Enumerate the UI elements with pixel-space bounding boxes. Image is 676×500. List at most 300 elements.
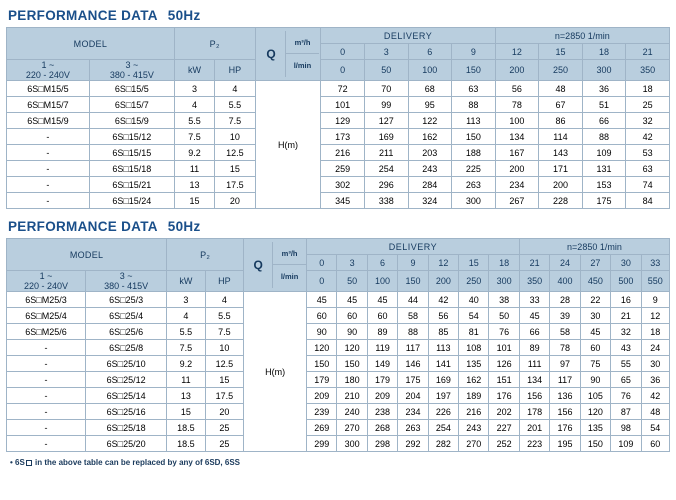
head-value: 345 bbox=[321, 193, 365, 209]
q-symbol-2: Q bbox=[253, 258, 263, 272]
q-symbol-1: Q bbox=[266, 47, 276, 61]
head-value: 60 bbox=[307, 308, 337, 324]
model-3ph: 6S□25/8 bbox=[86, 340, 167, 356]
header-volt1-line2-2: 220 - 240V bbox=[24, 281, 69, 291]
model-1ph: 6S□M15/7 bbox=[7, 97, 90, 113]
flow-m3h-1-3: 9 bbox=[452, 44, 496, 60]
header-volt1-2 bbox=[7, 271, 86, 292]
head-value: 72 bbox=[321, 81, 365, 97]
table-row bbox=[7, 404, 670, 420]
flow-m3h-2-3: 9 bbox=[398, 255, 428, 271]
head-value: 84 bbox=[626, 193, 670, 209]
head-value: 238 bbox=[367, 404, 397, 420]
head-value: 200 bbox=[495, 161, 539, 177]
model-1ph: 6S□M15/9 bbox=[7, 113, 90, 129]
flow-m3h-2-1: 3 bbox=[337, 255, 367, 271]
head-value: 85 bbox=[428, 324, 458, 340]
head-value: 113 bbox=[452, 113, 496, 129]
model-1ph: - bbox=[7, 388, 86, 404]
model-3ph: 6S□25/3 bbox=[86, 292, 167, 308]
head-value: 28 bbox=[550, 292, 580, 308]
header-kw-2: kW bbox=[167, 271, 206, 292]
flow-lmin-2-7: 350 bbox=[519, 271, 549, 292]
head-value: 150 bbox=[307, 356, 337, 372]
flow-m3h-1-2: 6 bbox=[408, 44, 452, 60]
flow-m3h-2-7: 21 bbox=[519, 255, 549, 271]
head-value: 45 bbox=[580, 324, 610, 340]
head-value: 169 bbox=[364, 129, 408, 145]
head-value: 300 bbox=[452, 193, 496, 209]
hp-value: 17.5 bbox=[215, 177, 255, 193]
flow-lmin-1-3: 150 bbox=[452, 60, 496, 81]
flow-lmin-2-2: 100 bbox=[367, 271, 397, 292]
kw-value: 11 bbox=[174, 161, 214, 177]
head-value: 129 bbox=[321, 113, 365, 129]
head-value: 120 bbox=[307, 340, 337, 356]
head-value: 151 bbox=[489, 372, 519, 388]
head-value: 296 bbox=[364, 177, 408, 193]
flow-lmin-2-10: 500 bbox=[611, 271, 641, 292]
model-1ph: - bbox=[7, 161, 90, 177]
flow-lmin-2-5: 250 bbox=[459, 271, 489, 292]
head-value: 30 bbox=[580, 308, 610, 324]
head-value: 167 bbox=[495, 145, 539, 161]
flow-lmin-1-7: 350 bbox=[626, 60, 670, 81]
head-value: 126 bbox=[489, 356, 519, 372]
head-value: 36 bbox=[582, 81, 626, 97]
head-value: 143 bbox=[539, 145, 583, 161]
head-value: 9 bbox=[641, 292, 669, 308]
head-value: 51 bbox=[582, 97, 626, 113]
model-1ph: 6S□M15/5 bbox=[7, 81, 90, 97]
head-value: 216 bbox=[459, 404, 489, 420]
head-value: 95 bbox=[408, 97, 452, 113]
kw-value: 7.5 bbox=[174, 129, 214, 145]
hp-value: 4 bbox=[215, 81, 255, 97]
kw-value: 3 bbox=[167, 292, 206, 308]
head-value: 108 bbox=[459, 340, 489, 356]
header-volt1-line1-2: 1 ~ bbox=[39, 271, 53, 281]
head-symbol-2: H(m) bbox=[244, 292, 307, 452]
head-value: 111 bbox=[519, 356, 549, 372]
head-value: 30 bbox=[641, 356, 669, 372]
head-value: 87 bbox=[611, 404, 641, 420]
kw-value: 11 bbox=[167, 372, 206, 388]
table-row bbox=[7, 292, 670, 308]
head-value: 33 bbox=[519, 292, 549, 308]
kw-value: 9.2 bbox=[174, 145, 214, 161]
head-value: 120 bbox=[580, 404, 610, 420]
header-rpm-2: n=2850 1/min bbox=[519, 239, 669, 255]
head-value: 324 bbox=[408, 193, 452, 209]
kw-value: 5.5 bbox=[174, 113, 214, 129]
head-value: 117 bbox=[550, 372, 580, 388]
head-value: 60 bbox=[641, 436, 669, 452]
head-value: 171 bbox=[539, 161, 583, 177]
flow-m3h-1-5: 15 bbox=[539, 44, 583, 60]
model-3ph: 6S□15/24 bbox=[89, 193, 174, 209]
unit-lmin-2: l/min bbox=[280, 272, 299, 281]
hp-value: 5.5 bbox=[215, 97, 255, 113]
flow-m3h-1-1: 3 bbox=[364, 44, 408, 60]
model-1ph: - bbox=[7, 356, 86, 372]
head-value: 201 bbox=[519, 420, 549, 436]
head-value: 119 bbox=[367, 340, 397, 356]
unit-m3h-1: m³/h bbox=[286, 31, 319, 54]
head-value: 169 bbox=[428, 372, 458, 388]
model-3ph: 6S□15/15 bbox=[89, 145, 174, 161]
hp-value: 15 bbox=[205, 372, 244, 388]
head-value: 254 bbox=[428, 420, 458, 436]
flow-lmin-2-3: 150 bbox=[398, 271, 428, 292]
head-value: 209 bbox=[307, 388, 337, 404]
flow-lmin-1-4: 200 bbox=[495, 60, 539, 81]
head-value: 32 bbox=[626, 113, 670, 129]
flow-lmin-1-1: 50 bbox=[364, 60, 408, 81]
head-value: 86 bbox=[539, 113, 583, 129]
model-1ph: - bbox=[7, 420, 86, 436]
head-value: 188 bbox=[452, 145, 496, 161]
head-value: 134 bbox=[495, 129, 539, 145]
head-value: 55 bbox=[611, 356, 641, 372]
model-1ph: - bbox=[7, 177, 90, 193]
model-1ph: - bbox=[7, 404, 86, 420]
hp-value: 7.5 bbox=[205, 324, 244, 340]
head-value: 101 bbox=[489, 340, 519, 356]
head-value: 173 bbox=[321, 129, 365, 145]
flow-m3h-2-5: 15 bbox=[459, 255, 489, 271]
flow-lmin-2-0: 0 bbox=[307, 271, 337, 292]
head-value: 180 bbox=[337, 372, 367, 388]
head-value: 150 bbox=[452, 129, 496, 145]
head-value: 89 bbox=[519, 340, 549, 356]
head-value: 18 bbox=[626, 81, 670, 97]
head-value: 68 bbox=[408, 81, 452, 97]
head-value: 225 bbox=[452, 161, 496, 177]
head-value: 150 bbox=[580, 436, 610, 452]
head-value: 259 bbox=[321, 161, 365, 177]
head-value: 136 bbox=[550, 388, 580, 404]
kw-value: 4 bbox=[174, 97, 214, 113]
head-value: 298 bbox=[367, 436, 397, 452]
head-value: 179 bbox=[307, 372, 337, 388]
table-row bbox=[7, 113, 670, 129]
header-volt1-1 bbox=[7, 60, 90, 81]
head-value: 63 bbox=[626, 161, 670, 177]
head-value: 90 bbox=[307, 324, 337, 340]
head-value: 234 bbox=[495, 177, 539, 193]
header-volt3-line2-2: 380 - 415V bbox=[104, 281, 149, 291]
head-value: 48 bbox=[539, 81, 583, 97]
head-value: 45 bbox=[307, 292, 337, 308]
kw-value: 9.2 bbox=[167, 356, 206, 372]
header-volt3-2 bbox=[86, 271, 167, 292]
head-value: 153 bbox=[582, 177, 626, 193]
head-value: 239 bbox=[307, 404, 337, 420]
head-value: 243 bbox=[408, 161, 452, 177]
head-value: 150 bbox=[337, 356, 367, 372]
head-value: 141 bbox=[428, 356, 458, 372]
head-value: 22 bbox=[580, 292, 610, 308]
hp-value: 20 bbox=[215, 193, 255, 209]
hp-value: 15 bbox=[215, 161, 255, 177]
hp-value: 25 bbox=[205, 420, 244, 436]
hp-value: 25 bbox=[205, 436, 244, 452]
section-title-1-text: PERFORMANCE DATA bbox=[8, 8, 158, 23]
head-value: 156 bbox=[550, 404, 580, 420]
head-value: 42 bbox=[428, 292, 458, 308]
header-hp-1: HP bbox=[215, 60, 255, 81]
head-value: 135 bbox=[580, 420, 610, 436]
header-volt3-line2-1: 380 - 415V bbox=[109, 70, 154, 80]
head-value: 282 bbox=[428, 436, 458, 452]
head-value: 211 bbox=[364, 145, 408, 161]
table-row bbox=[7, 81, 670, 97]
head-value: 58 bbox=[550, 324, 580, 340]
head-value: 109 bbox=[611, 436, 641, 452]
head-value: 300 bbox=[337, 436, 367, 452]
header-volt1-line2-1: 220 - 240V bbox=[25, 70, 70, 80]
head-value: 78 bbox=[495, 97, 539, 113]
head-value: 175 bbox=[582, 193, 626, 209]
header-q-2 bbox=[244, 239, 307, 292]
model-1ph: - bbox=[7, 436, 86, 452]
head-value: 267 bbox=[495, 193, 539, 209]
header-volt3-line1-1: 3 ~ bbox=[125, 60, 139, 70]
flow-m3h-2-8: 24 bbox=[550, 255, 580, 271]
head-value: 131 bbox=[582, 161, 626, 177]
head-value: 176 bbox=[550, 420, 580, 436]
head-value: 101 bbox=[321, 97, 365, 113]
hp-value: 17.5 bbox=[205, 388, 244, 404]
kw-value: 3 bbox=[174, 81, 214, 97]
unit-lmin-1: l/min bbox=[293, 61, 312, 70]
head-value: 32 bbox=[611, 324, 641, 340]
head-symbol-1: H(m) bbox=[255, 81, 321, 209]
head-value: 81 bbox=[459, 324, 489, 340]
model-1ph: - bbox=[7, 340, 86, 356]
table-row bbox=[7, 388, 670, 404]
head-value: 114 bbox=[539, 129, 583, 145]
flow-lmin-1-0: 0 bbox=[321, 60, 365, 81]
head-value: 210 bbox=[337, 388, 367, 404]
head-value: 24 bbox=[641, 340, 669, 356]
head-value: 252 bbox=[489, 436, 519, 452]
head-value: 338 bbox=[364, 193, 408, 209]
head-value: 240 bbox=[337, 404, 367, 420]
flow-m3h-1-4: 12 bbox=[495, 44, 539, 60]
head-value: 243 bbox=[459, 420, 489, 436]
header-delivery-2: DELIVERY bbox=[307, 239, 520, 255]
head-value: 269 bbox=[307, 420, 337, 436]
flow-lmin-2-4: 200 bbox=[428, 271, 458, 292]
table-row bbox=[7, 193, 670, 209]
model-3ph: 6S□25/18 bbox=[86, 420, 167, 436]
header-volt3-1 bbox=[89, 60, 174, 81]
head-value: 234 bbox=[398, 404, 428, 420]
head-value: 162 bbox=[459, 372, 489, 388]
table-row bbox=[7, 97, 670, 113]
kw-value: 15 bbox=[167, 404, 206, 420]
head-value: 292 bbox=[398, 436, 428, 452]
header-rpm-1: n=2850 1/min bbox=[495, 28, 669, 44]
head-value: 54 bbox=[459, 308, 489, 324]
header-model-2: MODEL bbox=[7, 239, 167, 271]
hp-value: 20 bbox=[205, 404, 244, 420]
head-value: 63 bbox=[452, 81, 496, 97]
head-value: 67 bbox=[539, 97, 583, 113]
head-value: 44 bbox=[398, 292, 428, 308]
head-value: 45 bbox=[367, 292, 397, 308]
placeholder-square-icon bbox=[26, 460, 32, 466]
head-value: 70 bbox=[364, 81, 408, 97]
hp-value: 10 bbox=[215, 129, 255, 145]
head-value: 45 bbox=[519, 308, 549, 324]
header-hp-2: HP bbox=[205, 271, 244, 292]
model-3ph: 6S□15/7 bbox=[89, 97, 174, 113]
head-value: 299 bbox=[307, 436, 337, 452]
head-value: 100 bbox=[495, 113, 539, 129]
model-1ph: 6S□M25/4 bbox=[7, 308, 86, 324]
unit-m3h-2: m³/h bbox=[273, 242, 306, 265]
head-value: 65 bbox=[611, 372, 641, 388]
head-value: 40 bbox=[459, 292, 489, 308]
head-value: 75 bbox=[580, 356, 610, 372]
head-value: 36 bbox=[641, 372, 669, 388]
model-3ph: 6S□25/12 bbox=[86, 372, 167, 388]
kw-value: 4 bbox=[167, 308, 206, 324]
flow-lmin-2-11: 550 bbox=[641, 271, 669, 292]
head-value: 120 bbox=[337, 340, 367, 356]
head-value: 197 bbox=[428, 388, 458, 404]
flow-lmin-2-6: 300 bbox=[489, 271, 519, 292]
flow-lmin-2-9: 450 bbox=[580, 271, 610, 292]
table-row bbox=[7, 324, 670, 340]
head-value: 105 bbox=[580, 388, 610, 404]
head-value: 162 bbox=[408, 129, 452, 145]
head-value: 48 bbox=[641, 404, 669, 420]
head-value: 189 bbox=[459, 388, 489, 404]
head-value: 12 bbox=[641, 308, 669, 324]
header-delivery-1: DELIVERY bbox=[321, 28, 495, 44]
hp-value: 5.5 bbox=[205, 308, 244, 324]
header-p2-1: P₂ bbox=[174, 28, 255, 60]
head-value: 122 bbox=[408, 113, 452, 129]
head-value: 90 bbox=[337, 324, 367, 340]
head-value: 58 bbox=[398, 308, 428, 324]
head-value: 99 bbox=[364, 97, 408, 113]
head-value: 88 bbox=[398, 324, 428, 340]
section-title-2-hz: 50Hz bbox=[167, 219, 201, 234]
head-value: 226 bbox=[428, 404, 458, 420]
head-value: 60 bbox=[337, 308, 367, 324]
table-row bbox=[7, 340, 670, 356]
flow-lmin-2-8: 400 bbox=[550, 271, 580, 292]
head-value: 78 bbox=[550, 340, 580, 356]
kw-value: 7.5 bbox=[167, 340, 206, 356]
head-value: 66 bbox=[519, 324, 549, 340]
head-value: 54 bbox=[641, 420, 669, 436]
model-3ph: 6S□25/14 bbox=[86, 388, 167, 404]
model-1ph: - bbox=[7, 145, 90, 161]
model-3ph: 6S□15/9 bbox=[89, 113, 174, 129]
head-value: 90 bbox=[580, 372, 610, 388]
flow-lmin-1-6: 300 bbox=[582, 60, 626, 81]
head-value: 216 bbox=[321, 145, 365, 161]
head-value: 228 bbox=[539, 193, 583, 209]
head-value: 42 bbox=[641, 388, 669, 404]
head-value: 45 bbox=[337, 292, 367, 308]
head-value: 156 bbox=[519, 388, 549, 404]
model-1ph: 6S□M25/6 bbox=[7, 324, 86, 340]
head-value: 175 bbox=[398, 372, 428, 388]
section-title-2 bbox=[8, 219, 670, 234]
header-kw-1: kW bbox=[174, 60, 214, 81]
table-gap bbox=[6, 209, 670, 217]
model-3ph: 6S□25/16 bbox=[86, 404, 167, 420]
head-value: 25 bbox=[626, 97, 670, 113]
head-value: 263 bbox=[452, 177, 496, 193]
flow-m3h-2-0: 0 bbox=[307, 255, 337, 271]
head-value: 56 bbox=[495, 81, 539, 97]
header-model-1: MODEL bbox=[7, 28, 175, 60]
model-3ph: 6S□25/10 bbox=[86, 356, 167, 372]
table-row bbox=[7, 436, 670, 452]
head-value: 149 bbox=[367, 356, 397, 372]
head-value: 18 bbox=[641, 324, 669, 340]
head-value: 302 bbox=[321, 177, 365, 193]
head-value: 117 bbox=[398, 340, 428, 356]
footnote-prefix: • 6S bbox=[10, 458, 25, 467]
head-value: 109 bbox=[582, 145, 626, 161]
head-value: 270 bbox=[459, 436, 489, 452]
kw-value: 5.5 bbox=[167, 324, 206, 340]
head-value: 178 bbox=[519, 404, 549, 420]
model-3ph: 6S□15/12 bbox=[89, 129, 174, 145]
flow-m3h-2-9: 27 bbox=[580, 255, 610, 271]
model-3ph: 6S□25/4 bbox=[86, 308, 167, 324]
flow-m3h-2-6: 18 bbox=[489, 255, 519, 271]
head-value: 74 bbox=[626, 177, 670, 193]
head-value: 16 bbox=[611, 292, 641, 308]
head-value: 203 bbox=[408, 145, 452, 161]
head-value: 88 bbox=[582, 129, 626, 145]
flow-m3h-2-11: 33 bbox=[641, 255, 669, 271]
flow-lmin-1-2: 100 bbox=[408, 60, 452, 81]
table-row bbox=[7, 177, 670, 193]
footnote-text: in the above table can be replaced by any of 6SD, 6SS bbox=[32, 458, 240, 467]
model-3ph: 6S□15/5 bbox=[89, 81, 174, 97]
head-value: 209 bbox=[367, 388, 397, 404]
hp-value: 12.5 bbox=[215, 145, 255, 161]
table-row bbox=[7, 129, 670, 145]
head-value: 21 bbox=[611, 308, 641, 324]
head-value: 227 bbox=[489, 420, 519, 436]
kw-value: 15 bbox=[174, 193, 214, 209]
flow-m3h-1-0: 0 bbox=[321, 44, 365, 60]
hp-value: 10 bbox=[205, 340, 244, 356]
header-volt3-line1-2: 3 ~ bbox=[119, 271, 133, 281]
head-value: 39 bbox=[550, 308, 580, 324]
head-value: 254 bbox=[364, 161, 408, 177]
head-value: 50 bbox=[489, 308, 519, 324]
kw-value: 13 bbox=[167, 388, 206, 404]
model-1ph: - bbox=[7, 129, 90, 145]
kw-value: 18.5 bbox=[167, 436, 206, 452]
model-1ph: 6S□M25/3 bbox=[7, 292, 86, 308]
flow-m3h-2-4: 12 bbox=[428, 255, 458, 271]
table-row bbox=[7, 372, 670, 388]
